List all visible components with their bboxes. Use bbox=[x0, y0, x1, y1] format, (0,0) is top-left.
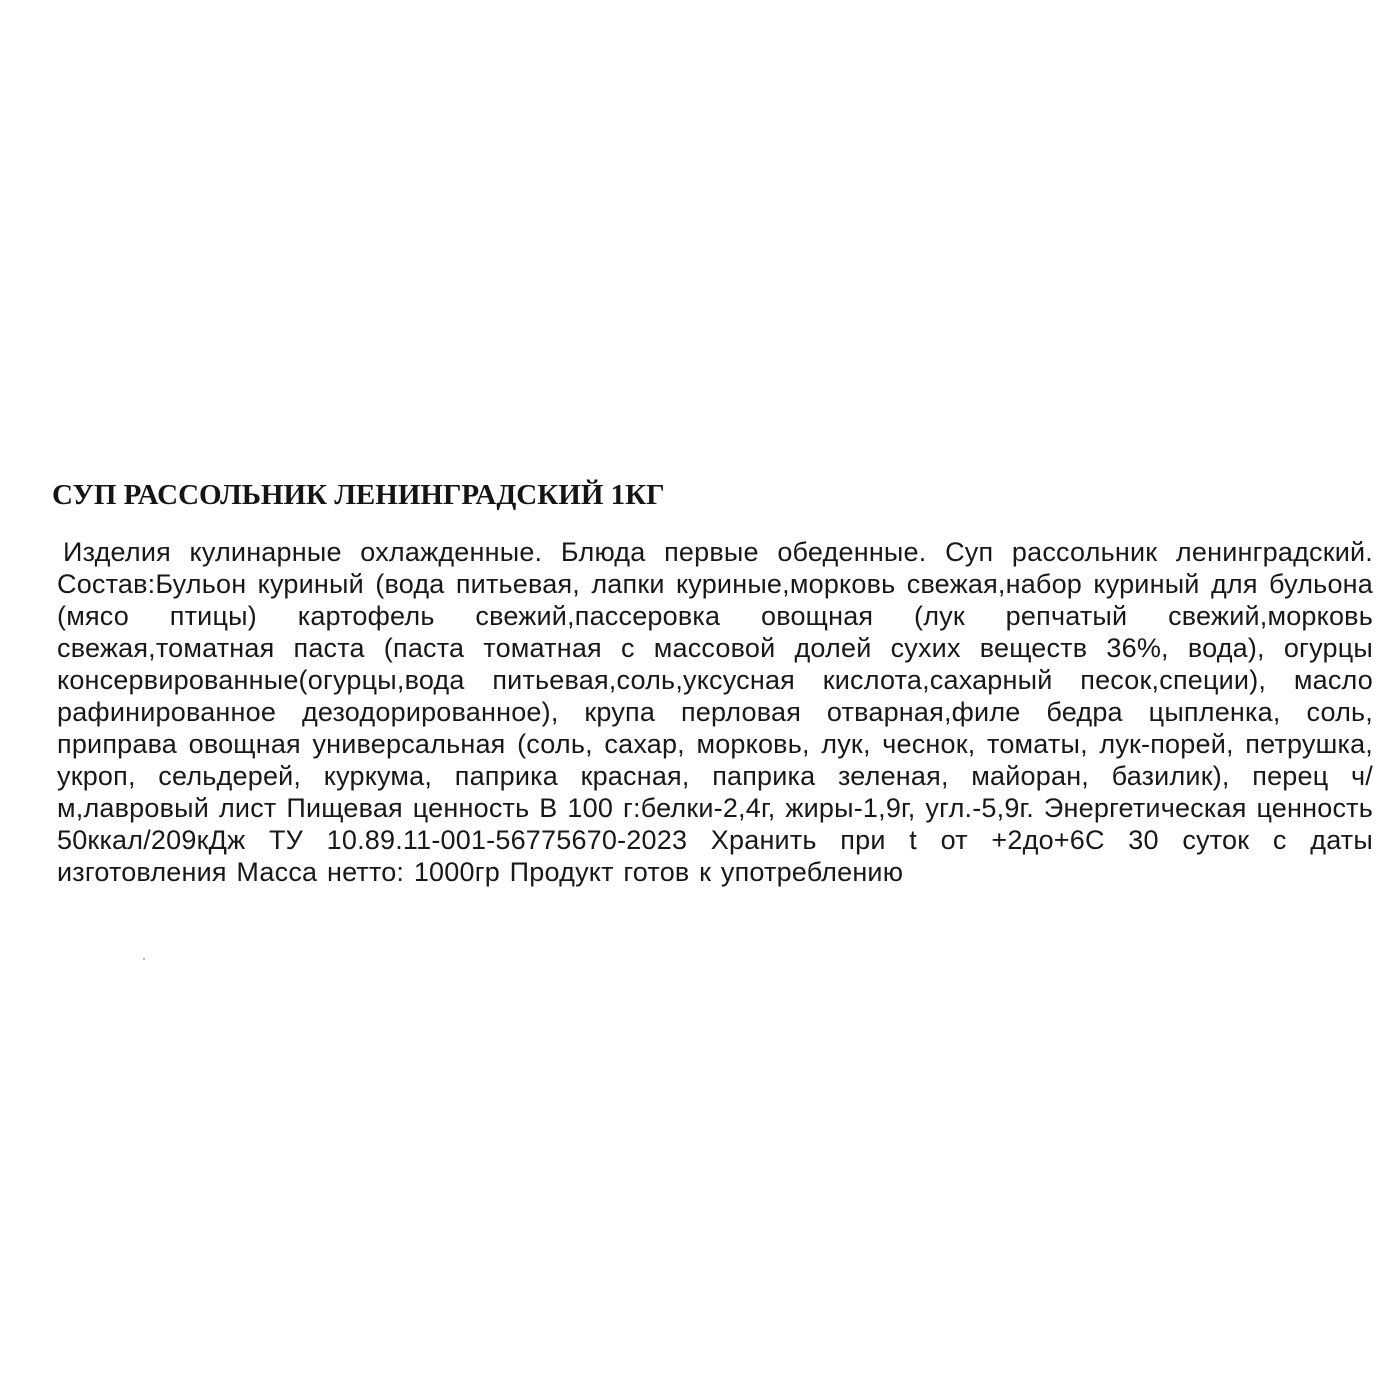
product-title: СУП РАССОЛЬНИК ЛЕНИНГРАДСКИЙ 1КГ bbox=[52, 479, 665, 511]
product-description: Изделия кулинарные охлажденные. Блюда первые обеденные. Суп рассольник ленинградский. Состав:Бульон куриный (вода питьевая, лапки куриные,морковь свежая,набор куриный для бульона (мясо птицы) картофель свежий,пассеровка овощная (лук репчатый свежий,морковь свежая,томатная паста (паста томатная с массовой долей сухих веществ 36%, вода), огурцы консервированные(огурцы,вода питьевая,соль,уксусная кислота,сахарный песок,специи), масло рафинированное дезодорированное), крупа перловая отварная,филе бедра цыпленка, соль, приправа овощная универсальная (соль, сахар, морковь, лук, чеснок, томаты, лук-порей, петрушка, укроп, сельдерей, куркума, паприка красная, паприка зеленая, майоран, базилик), перец ч/м,лавровый лист Пищевая ценность В 100 г:белки-2,4г, жиры-1,9г, угл.-5,9г. Энергетическая ценность 50ккал/209кДж ТУ 10.89.11-001-56775670-2023 Хранить при t от +2до+6С 30 суток с даты изготовления Масса нетто: 1000гр Продукт готов к употреблению bbox=[57, 537, 1373, 887]
scan-speck bbox=[143, 958, 145, 960]
